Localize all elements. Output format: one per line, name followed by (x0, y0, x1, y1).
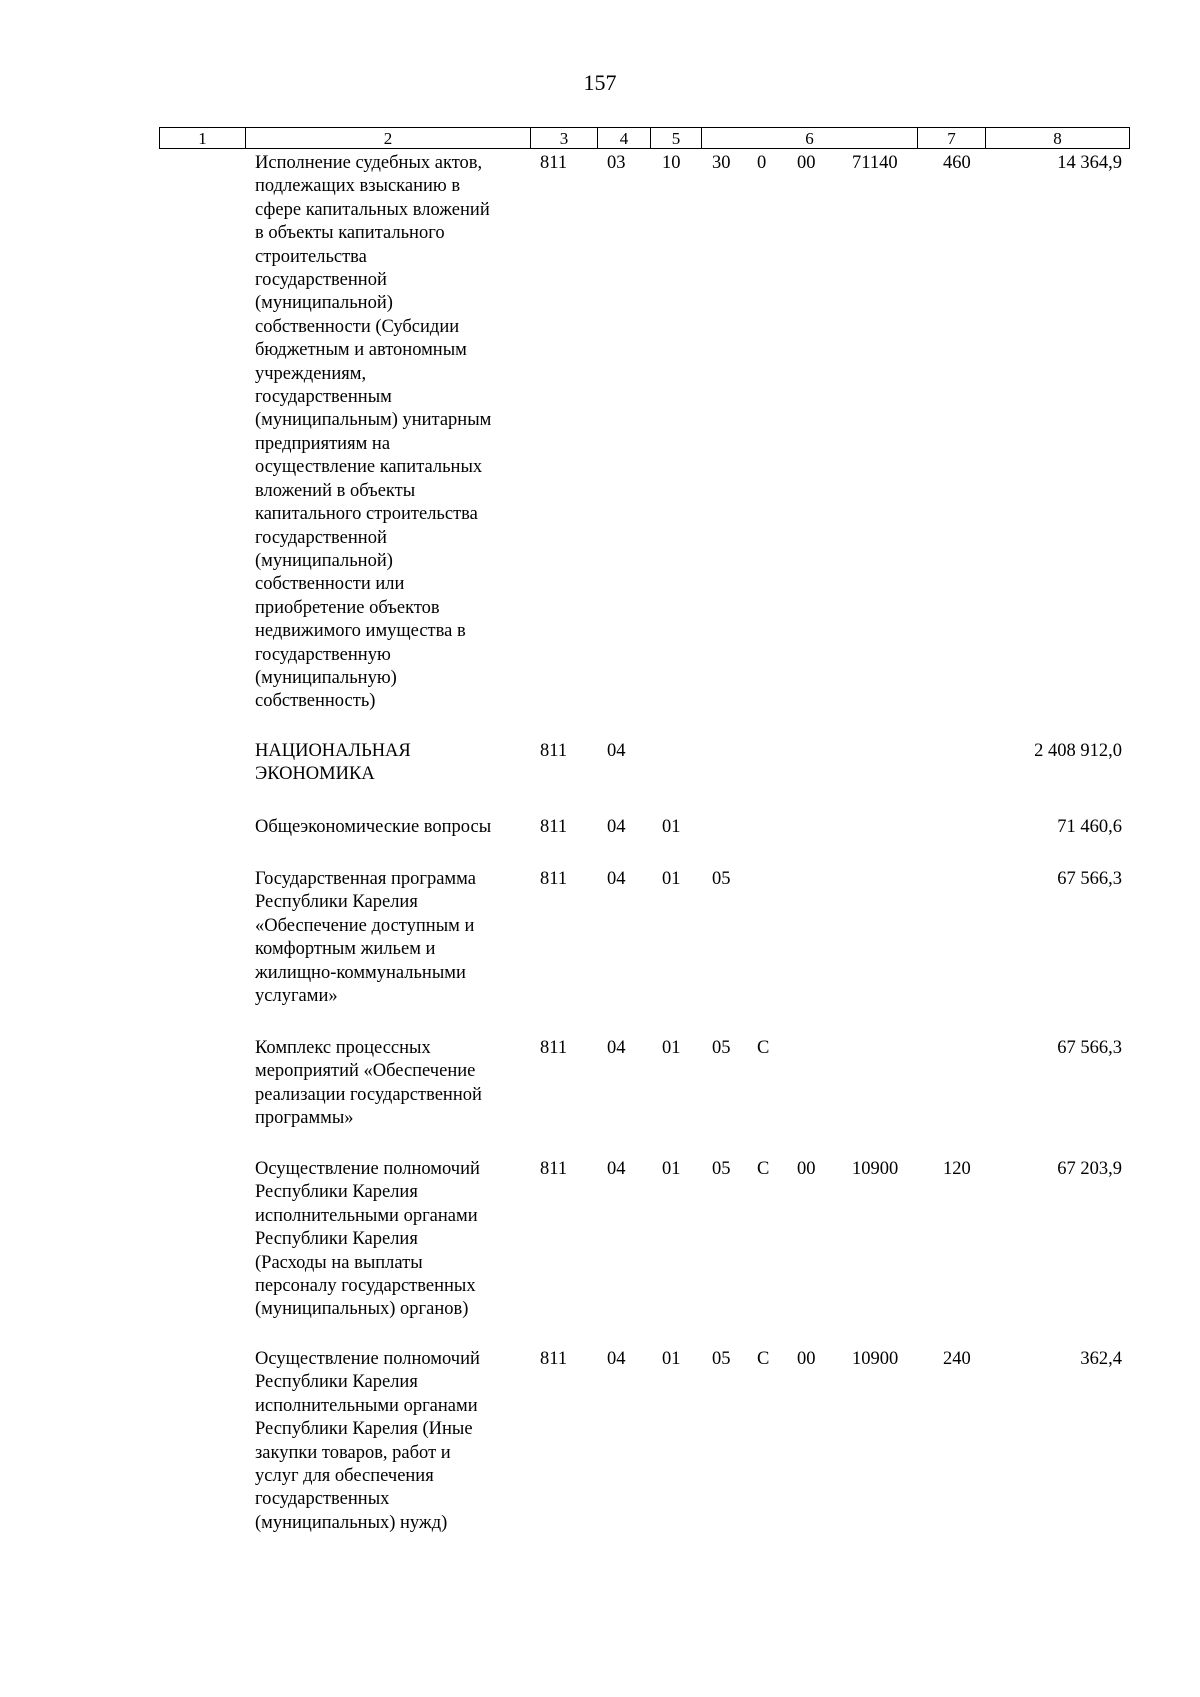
header-col-3: 3 (530, 128, 597, 148)
table-header (159, 127, 1130, 149)
name-line: жилищно-коммунальными (255, 962, 466, 983)
row-name (255, 152, 525, 714)
name-line: собственности или (255, 574, 405, 595)
name-line: Общеэкономические вопросы (255, 817, 492, 837)
name-line: ЭКОНОМИКА (255, 764, 375, 785)
name-line: исполнительными органами (255, 1205, 478, 1226)
header-col-2: 2 (245, 128, 530, 148)
name-line: осуществление капитальных (255, 457, 483, 478)
name-line: реализации государственной (255, 1084, 482, 1105)
subsection-code: 01 (662, 1349, 681, 1369)
direction-code: 10900 (852, 1159, 899, 1179)
amount: 67 566,3 (1057, 869, 1122, 889)
program-code: 30 (712, 153, 731, 173)
name-line: комфортным жильем и (255, 939, 436, 960)
amount: 71 460,6 (1057, 817, 1122, 837)
name-line: предприятиям на (255, 433, 391, 454)
name-line: исполнительными органами (255, 1395, 478, 1416)
header-col-4: 4 (597, 128, 650, 148)
subprogram-code: 0 (757, 153, 767, 173)
name-line: учреждениям, (255, 363, 367, 384)
amount: 362,4 (1080, 1349, 1122, 1369)
section-code: 04 (607, 869, 626, 889)
admin-code: 811 (540, 1349, 568, 1369)
name-line: строительства (255, 246, 367, 267)
admin-code: 811 (540, 1038, 568, 1058)
name-line: приобретение объектов (255, 597, 440, 618)
name-line: Республики Карелия (255, 892, 418, 913)
subprogram-code: С (757, 1038, 770, 1058)
subsection-code: 01 (662, 817, 681, 837)
subsection-code: 01 (662, 1159, 681, 1179)
section-code: 04 (607, 1159, 626, 1179)
subprogram-code: С (757, 1349, 770, 1369)
name-line: собственности (Субсидии (255, 316, 460, 337)
name-line: недвижимого имущества в (255, 621, 466, 642)
subsection-code: 01 (662, 869, 681, 889)
name-line: (муниципальным) унитарным (255, 410, 492, 431)
name-line: капитального строительства (255, 504, 478, 525)
section-code: 04 (607, 1349, 626, 1369)
admin-code: 811 (540, 741, 568, 761)
name-line: (муниципальных) органов) (255, 1299, 469, 1320)
event-code: 00 (797, 153, 816, 173)
name-line: закупки товаров, работ и (255, 1442, 451, 1463)
section-code: 03 (607, 153, 626, 173)
row-name (255, 1037, 525, 1131)
name-line: государственную (255, 644, 391, 665)
name-line: Осуществление полномочий (255, 1349, 480, 1369)
subsection-code: 01 (662, 1038, 681, 1058)
name-line: Республики Карелия (255, 1182, 418, 1203)
expense-type-code: 240 (943, 1349, 971, 1369)
name-line: услуг для обеспечения (255, 1466, 434, 1487)
subsection-code: 10 (662, 153, 681, 173)
program-code: 05 (712, 1349, 731, 1369)
name-line: государственных (255, 1489, 390, 1510)
page-number: 157 (583, 70, 617, 95)
header-col-5: 5 (650, 128, 701, 148)
name-line: бюджетным и автономным (255, 340, 467, 361)
name-line: Республики Карелия (255, 1229, 418, 1250)
name-line: государственной (255, 527, 387, 548)
section-code: 04 (607, 741, 626, 761)
program-code: 05 (712, 1038, 731, 1058)
name-line: (муниципальных) нужд) (255, 1512, 448, 1533)
name-line: Осуществление полномочий (255, 1159, 480, 1179)
expense-type-code: 120 (943, 1159, 971, 1179)
row-name (255, 1348, 525, 1535)
name-line: Исполнение судебных актов, (255, 153, 483, 173)
name-line: «Обеспечение доступным и (255, 915, 475, 936)
name-line: (муниципальной) (255, 293, 393, 314)
name-line: (Расходы на выплаты (255, 1252, 423, 1273)
admin-code: 811 (540, 817, 568, 837)
amount: 67 203,9 (1057, 1159, 1122, 1179)
header-col-1: 1 (198, 129, 207, 148)
section-code: 04 (607, 817, 626, 837)
name-line: Государственная программа (255, 869, 476, 889)
event-code: 00 (797, 1349, 816, 1369)
row-name (255, 1158, 525, 1322)
section-code: 04 (607, 1038, 626, 1058)
direction-code: 71140 (852, 153, 898, 173)
name-line: в объекты капитального (255, 223, 445, 244)
name-line: НАЦИОНАЛЬНАЯ (255, 741, 411, 761)
name-line: собственность) (255, 691, 376, 712)
name-line: программы» (255, 1108, 354, 1129)
name-line: (муниципальной) (255, 550, 393, 571)
name-line: мероприятий «Обеспечение (255, 1061, 476, 1082)
name-line: услугами» (255, 986, 338, 1007)
event-code: 00 (797, 1159, 816, 1179)
program-code: 05 (712, 1159, 731, 1179)
name-line: персоналу государственных (255, 1276, 476, 1297)
name-line: Комплекс процессных (255, 1038, 431, 1058)
name-line: государственной (255, 270, 387, 291)
subprogram-code: С (757, 1159, 770, 1179)
amount: 67 566,3 (1057, 1038, 1122, 1058)
name-line: подлежащих взысканию в (255, 176, 461, 197)
admin-code: 811 (540, 153, 568, 173)
amount: 2 408 912,0 (1034, 741, 1122, 761)
program-code: 05 (712, 869, 731, 889)
expense-type-code: 460 (943, 153, 971, 173)
direction-code: 10900 (852, 1349, 899, 1369)
admin-code: 811 (540, 869, 568, 889)
admin-code: 811 (540, 1159, 568, 1179)
row-name (255, 816, 525, 839)
header-col-8: 8 (985, 128, 1129, 148)
name-line: Республики Карелия (Иные (255, 1419, 473, 1440)
name-line: вложений в объекты (255, 480, 416, 501)
name-line: сфере капитальных вложений (255, 199, 490, 220)
name-line: государственным (255, 387, 392, 408)
name-line: Республики Карелия (255, 1372, 418, 1393)
row-name (255, 868, 525, 1008)
name-line: (муниципальную) (255, 667, 397, 688)
header-col-7: 7 (917, 128, 985, 148)
header-col-6: 6 (701, 128, 917, 148)
amount: 14 364,9 (1057, 153, 1122, 173)
row-name (255, 740, 525, 787)
